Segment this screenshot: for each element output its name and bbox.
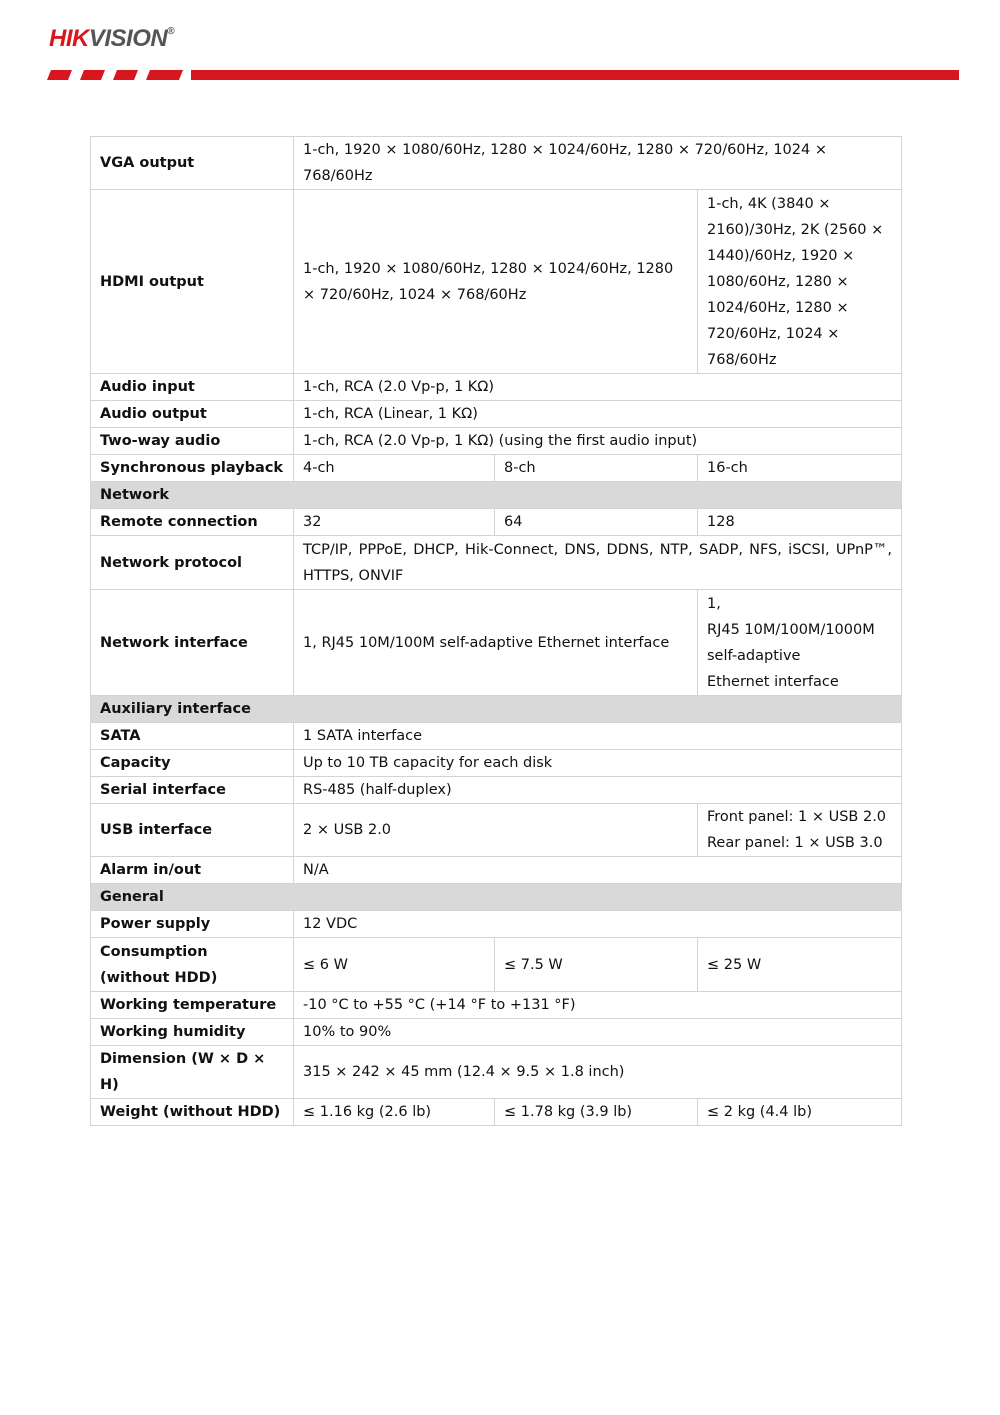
table-row [91, 455, 902, 482]
table-row [91, 137, 902, 190]
hikvision-logo [49, 27, 174, 51]
spec-label: Two-way audio [91, 428, 294, 455]
spec-value: 12 VDC [294, 911, 902, 938]
spec-label: Alarm in/out [91, 857, 294, 884]
spec-value: 64 [495, 509, 698, 536]
spec-value: Up to 10 TB capacity for each disk [294, 750, 902, 777]
spec-label: Capacity [91, 750, 294, 777]
spec-value: 1-ch, 1920 × 1080/60Hz, 1280 × 1024/60Hz, 1280 × 720/60Hz, 1024 × 768/60Hz [294, 190, 698, 374]
value-line: 1, [707, 595, 721, 612]
table-row [91, 509, 902, 536]
spec-label: SATA [91, 723, 294, 750]
spec-value: ≤ 2 kg (4.4 lb) [698, 1099, 902, 1126]
logo-text-gray: VISION [88, 25, 168, 52]
spec-value: ≤ 25 W [698, 938, 902, 992]
table-row [91, 1019, 902, 1046]
stripe-long-bar [191, 70, 959, 80]
table-row [91, 911, 902, 938]
spec-label: USB interface [91, 804, 294, 857]
spec-label: Audio output [91, 401, 294, 428]
table-row [91, 938, 902, 992]
table-row [91, 1099, 902, 1126]
spec-label: Working temperature [91, 992, 294, 1019]
spec-label: Working humidity [91, 1019, 294, 1046]
header-stripe-bar [47, 70, 959, 80]
table-row [91, 428, 902, 455]
label-line: (without HDD) [100, 969, 218, 986]
spec-label: Synchronous playback [91, 455, 294, 482]
section-title: Network [91, 482, 902, 509]
spec-value: ≤ 6 W [294, 938, 495, 992]
table-row [91, 857, 902, 884]
spec-value: 1, RJ45 10M/100M self-adaptive Ethernet interface [294, 590, 698, 696]
table-row [91, 777, 902, 804]
section-title: Auxiliary interface [91, 696, 902, 723]
spec-value: 1 SATA interface [294, 723, 902, 750]
spec-label: Serial interface [91, 777, 294, 804]
spec-label-multiline [91, 938, 294, 992]
spec-label: Network interface [91, 590, 294, 696]
spec-label: Audio input [91, 374, 294, 401]
spec-value: 1-ch, RCA (2.0 Vp-p, 1 KΩ) (using the first audio input) [294, 428, 902, 455]
spec-label: VGA output [91, 137, 294, 190]
table-row [91, 401, 902, 428]
value-line: Front panel: 1 × USB 2.0 [707, 809, 887, 825]
spec-value: ≤ 7.5 W [495, 938, 698, 992]
spec-value: 4-ch [294, 455, 495, 482]
section-header-row [91, 696, 902, 723]
value-line: RJ45 10M/100M/1000M [707, 621, 875, 638]
stripe-segment [113, 70, 138, 80]
spec-value: ≤ 1.78 kg (3.9 lb) [495, 1099, 698, 1126]
table-row [91, 804, 902, 857]
spec-label: Power supply [91, 911, 294, 938]
spec-label: HDMI output [91, 190, 294, 374]
spec-value: -10 °C to +55 °C (+14 °F to +131 °F) [294, 992, 902, 1019]
spec-value: 32 [294, 509, 495, 536]
spec-value: TCP/IP, PPPoE, DHCP, Hik-Connect, DNS, DDNS, NTP, SADP, NFS, iSCSI, UPnP™, HTTPS, ONVIF [294, 536, 902, 590]
stripe-segment [47, 70, 72, 80]
value-line: Ethernet interface [707, 673, 839, 690]
spec-value: 1-ch, RCA (Linear, 1 KΩ) [294, 401, 902, 428]
spec-value: 10% to 90% [294, 1019, 902, 1046]
table-row [91, 190, 902, 374]
spec-value-multiline [698, 804, 902, 857]
table-row [91, 374, 902, 401]
label-line: Consumption [100, 943, 208, 960]
spec-value: ≤ 1.16 kg (2.6 lb) [294, 1099, 495, 1126]
logo-text-red: HIK [49, 25, 89, 52]
spec-value: 16-ch [698, 455, 902, 482]
spec-value: 1-ch, 4K (3840 × 2160)/30Hz, 2K (2560 × 1440)/60Hz, 1920 × 1080/60Hz, 1280 × 1024/60Hz, 1280 × 720/60Hz, 1024 × 768/60Hz [698, 190, 902, 374]
spec-value: 1-ch, RCA (2.0 Vp-p, 1 KΩ) [294, 374, 902, 401]
spec-value: 1-ch, 1920 × 1080/60Hz, 1280 × 1024/60Hz, 1280 × 720/60Hz, 1024 × 768/60Hz [294, 137, 902, 190]
table-row [91, 723, 902, 750]
spec-label: Network protocol [91, 536, 294, 590]
table-row [91, 536, 902, 590]
registered-mark: ® [167, 26, 175, 37]
spec-value: 2 × USB 2.0 [294, 804, 698, 857]
table-row [91, 750, 902, 777]
table-row [91, 1046, 902, 1099]
table-row [91, 590, 902, 696]
spec-label: Weight (without HDD) [91, 1099, 294, 1126]
spec-value: 315 × 242 × 45 mm (12.4 × 9.5 × 1.8 inch) [294, 1046, 902, 1099]
stripe-segment [153, 70, 182, 80]
spec-value: N/A [294, 857, 902, 884]
stripe-segment [80, 70, 105, 80]
table-row [91, 992, 902, 1019]
spec-value: 128 [698, 509, 902, 536]
value-line: self-adaptive [707, 647, 801, 664]
spec-label: Remote connection [91, 509, 294, 536]
spec-value-multiline [698, 590, 902, 696]
spec-value: 8-ch [495, 455, 698, 482]
spec-table [90, 136, 902, 1126]
section-title: General [91, 884, 902, 911]
section-header-row [91, 884, 902, 911]
spec-value: RS-485 (half-duplex) [294, 777, 902, 804]
section-header-row [91, 482, 902, 509]
value-line: Rear panel: 1 × USB 3.0 [707, 835, 883, 851]
spec-label: Dimension (W × D × H) [91, 1046, 294, 1099]
